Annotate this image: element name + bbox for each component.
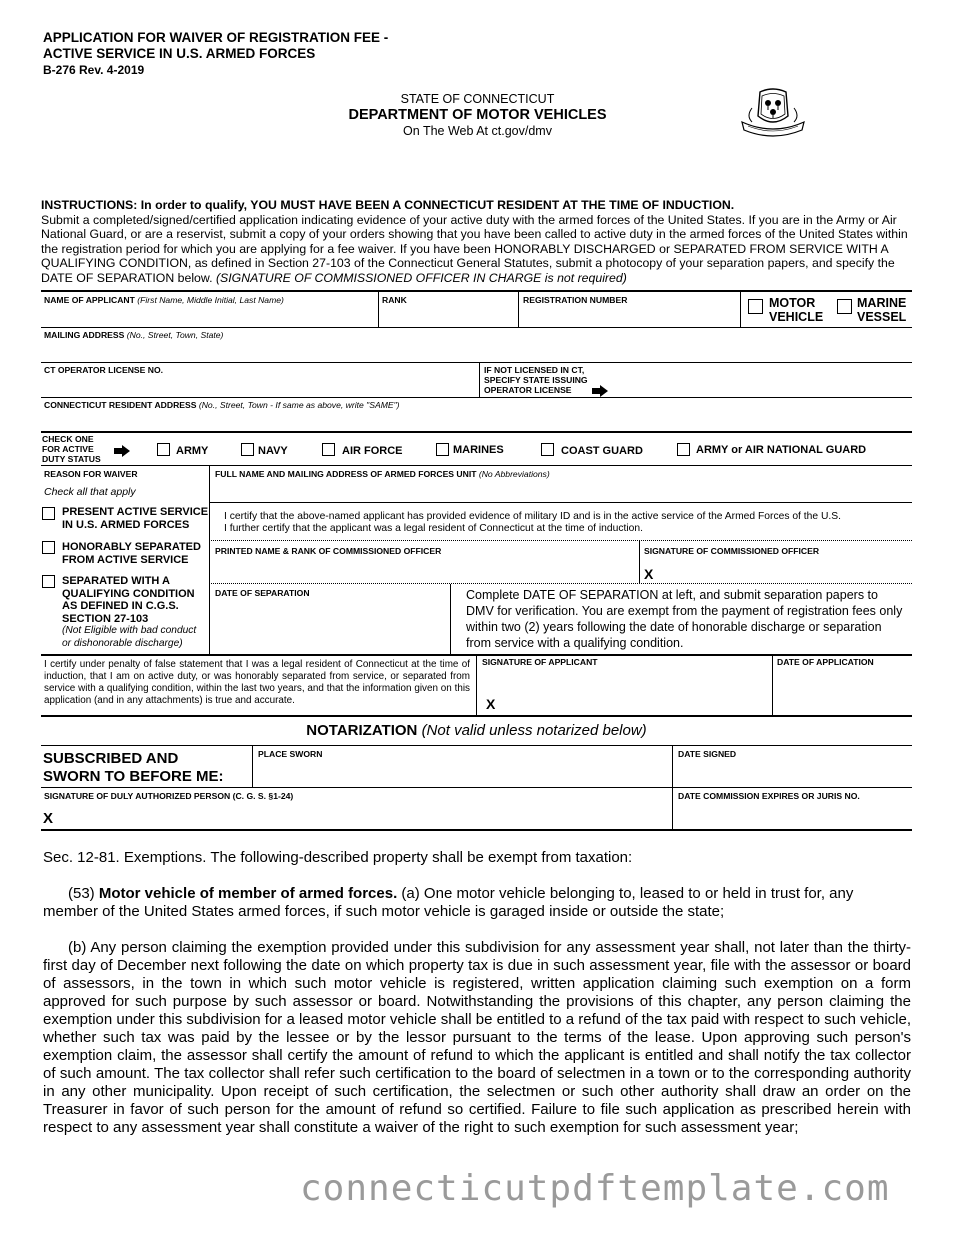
duty-option-air-force: AIR FORCE [342,445,403,457]
notarization-heading [41,722,912,739]
date-of-application-label: DATE OF APPLICATION [777,657,874,667]
form-title-line2: ACTIVE SERVICE IN U.S. ARMED FORCES [43,46,316,61]
statute-paragraph-53 [43,885,911,921]
duty-status-label [42,434,101,464]
reason-opt3-line4: SECTION 27-103 [62,612,149,625]
resident-hint: (No., Street, Town - If same as above, write "SAME") [198,400,400,410]
authorized-signature-x: X [43,810,54,827]
officer-name-label: PRINTED NAME & RANK OF COMMISSIONED OFFICER [215,546,442,556]
navy-checkbox[interactable] [241,443,254,456]
motor-vehicle-checkbox[interactable] [748,299,763,314]
statute-p1-number: (53) [68,885,99,902]
form-number: B-276 Rev. 4-2019 [43,63,145,77]
duty-option-coast-guard: COAST GUARD [561,445,643,457]
sworn-label [43,750,224,786]
officer-certify-line2: I further certify that the applicant was a legal resident of Connecticut at the time of induction. [224,523,643,534]
marine-vessel-line2: VESSEL [857,310,907,324]
separation-note: Complete DATE OF SEPARATION at left, and submit separation papers to DMV for verification. You are exempt from the payment of registration fees only within two (2) years following the date of honorable discharge or separation from service with a qualifying condition. [466,588,903,650]
duty-option-navy: NAVY [258,445,288,457]
arrow-right-icon [114,444,130,462]
officer-signature-label: SIGNATURE OF COMMISSIONED OFFICER [644,546,820,556]
resident-label-text: CONNECTICUT RESIDENT ADDRESS [44,400,197,410]
instructions [41,198,909,285]
instructions-text: Submit a completed/signed/certified application indicating evidence of your active duty with the armed forces of the United States. If you are in the Army or Air National Guard, or are a reservist, submit a copy of your orders showing that you have been called to active duty in the armed forces of the United States within the registration period for which you are applying for a fee waiver. If you have been HONORABLY DISCHARGED or SEPARATED FROM SERVICE WITH A QUALIFYING CONDITION, as defined in Section 27-103 of the Connecticut General Statutes, submit a photocopy of your separation papers, and specify the DATE OF SEPARATION below. [41,212,908,285]
date-of-separation-label: DATE OF SEPARATION [215,588,310,598]
reason-opt3-line2: QUALIFYING CONDITION [62,587,195,600]
qualifying-condition-checkbox[interactable] [42,575,55,588]
duty-option-marines: MARINES [453,444,504,456]
reason-opt1-line2: IN U.S. ARMED FORCES [62,519,190,531]
statute-intro: Sec. 12-81. Exemptions. The following-described property shall be exempt from taxation: [43,849,633,866]
motor-vehicle-label [769,296,823,324]
sworn-line1: SUBSCRIBED AND [43,750,179,767]
instructions-italic-note: (SIGNATURE OF COMMISSIONED OFFICER IN CHARGE is not required) [215,270,627,285]
applicant-signature-label: SIGNATURE OF APPLICANT [482,657,598,667]
watermark: connecticutpdftemplate.com [300,1168,890,1209]
connecticut-seal-icon [738,86,808,144]
form-title-line1: APPLICATION FOR WAIVER OF REGISTRATION FEE - [43,30,389,45]
motor-vehicle-line2: VEHICLE [769,310,824,324]
arrow-right-icon [592,384,608,402]
sworn-line2: SWORN TO BEFORE ME: [43,768,224,785]
national-guard-checkbox[interactable] [677,443,690,456]
reason-opt1-line1: PRESENT ACTIVE SERVICE [62,506,209,518]
notarization-title: NOTARIZATION [306,722,418,739]
registration-number-label: REGISTRATION NUMBER [523,295,628,305]
mailing-label-text: MAILING ADDRESS [44,330,125,340]
authorized-person-label: SIGNATURE OF DULY AUTHORIZED PERSON (C. G. S. §1-24) [44,791,294,801]
ct-resident-address-label [44,400,400,410]
reason-opt3-line1: SEPARATED WITH A [62,575,170,587]
honorably-separated-checkbox[interactable] [42,541,55,554]
state-name: STATE OF CONNECTICUT [400,92,555,106]
name-hint: (First Name, Middle Initial, Last Name) [137,295,284,305]
date-signed-label: DATE SIGNED [678,749,737,759]
agency-header [300,92,655,139]
place-sworn-label: PLACE SWORN [258,749,323,759]
officer-certification [224,511,904,535]
applicant-certification-text: I certify under penalty of false statement that I was a legal resident of Connecticut at the time of induction, that I am on active duty, or was honorably separated from service, or separated from service with a qualifying condition, within the last two years, and that the information given on this application (and in any attachments) is true and accurate. [44,659,470,706]
duty-status-line3: DUTY STATUS [42,454,101,464]
reason-honorably-separated [62,541,201,567]
motor-vehicle-line1: MOTOR [769,296,816,310]
name-label-text: NAME OF APPLICANT [44,295,135,305]
reason-present-active-service [62,506,208,532]
officer-certify-line1: I certify that the above-named applicant has provided evidence of military ID and is in the active service of the Armed Forces of the U.S. [224,511,841,522]
department-name: DEPARTMENT OF MOTOR VEHICLES [348,107,607,123]
mailing-address-label [44,330,223,340]
marine-vessel-line1: MARINE [857,296,907,310]
marines-checkbox[interactable] [436,443,449,456]
officer-signature-x: X [644,566,654,582]
duty-status-line1: CHECK ONE [42,434,94,444]
statute-p1-heading: Motor vehicle of member of armed forces. [98,885,398,902]
air-force-checkbox[interactable] [322,443,335,456]
name-of-applicant-label [44,295,284,305]
rank-label: RANK [382,295,407,305]
notarization-note: (Not valid unless notarized below) [421,722,647,739]
not-licensed-line1: IF NOT LICENSED IN CT, [484,365,585,375]
not-licensed-label [484,365,588,395]
not-licensed-line3: OPERATOR LICENSE [484,385,572,395]
duty-status-line2: FOR ACTIVE [42,444,94,454]
ct-operator-license-label: CT OPERATOR LICENSE NO. [44,365,164,375]
reason-label: REASON FOR WAIVER [44,469,138,479]
duty-option-army: ARMY [176,445,209,457]
reason-opt2-line2: FROM ACTIVE SERVICE [62,554,189,566]
check-all-note: Check all that apply [44,486,136,498]
reason-opt3-line5: (Not Eligible with bad conduct [62,625,197,636]
statute-paragraph-b: (b) Any person claiming the exemption provided under this subdivision for any assessment year shall, not later than the thirty-first day of December next following the date on which property tax is due in such assessment year, file with the assessor or board of assessors, in the town in which such motor vehicle is registered, written application claiming such exemption on a form approved for such purpose by such assessor or board. Notwithstanding the provisions of this chapter, any person claiming the exemption under this subdivision for a leased motor vehicle shall be entitled to a refund of the tax paid with respect to such vehicle, whether such tax was paid by the lessee or by the lessor pursuant to the terms of the lease. Upon approving such person's exemption claim, the assessor shall certify the amount of refund to which the applicant is entitled and shall notify the tax collector of such amount. The tax collector shall refer such certification to the board of selectmen in a town or to the corresponding authority in any other municipality. Upon receipt of such certification, the selectmen or such other authority shall draw an order on the Treasurer in favor of such person for the amount of refund so certified. Failure to file such application as prescribed herein with respect to any assessment year shall constitute a waiver of the right to such exemption for such assessment year; [43,939,911,1136]
marine-vessel-label [857,296,906,324]
instructions-heading: INSTRUCTIONS: In order to qualify, YOU MUST HAVE BEEN A CONNECTICUT RESIDENT AT THE TIME OF INDUCTION. [41,198,735,212]
reason-opt3-line6: or dishonorable discharge) [62,637,183,649]
reason-opt3-line3: AS DEFINED IN C.G.S. [62,600,179,612]
statute-p1-text: (a) One motor vehicle belonging to, leased to or held in trust for, any member of the United States armed forces, if such motor vehicle is garaged inside or outside the state; [43,885,854,920]
instructions-body [41,213,909,286]
present-active-service-checkbox[interactable] [42,507,55,520]
website: On The Web At ct.gov/dmv [403,124,552,138]
unit-label-text: FULL NAME AND MAILING ADDRESS OF ARMED FORCES UNIT [215,469,477,479]
unit-hint: (No Abbreviations) [478,469,550,479]
duty-option-national-guard: ARMY or AIR NATIONAL GUARD [696,444,867,456]
coast-guard-checkbox[interactable] [541,443,554,456]
not-licensed-line2: SPECIFY STATE ISSUING [484,375,588,385]
reason-opt2-line1: HONORABLY SEPARATED [62,541,201,553]
armed-forces-unit-label [215,469,550,479]
form-title [43,30,388,78]
army-checkbox[interactable] [157,443,170,456]
reason-qualifying-condition [62,575,196,650]
marine-vessel-checkbox[interactable] [837,299,852,314]
applicant-signature-x: X [486,696,496,712]
mailing-address-field[interactable] [41,340,912,362]
commission-expires-label: DATE COMMISSION EXPIRES OR JURIS NO. [678,791,860,801]
mailing-hint: (No., Street, Town, State) [126,330,224,340]
